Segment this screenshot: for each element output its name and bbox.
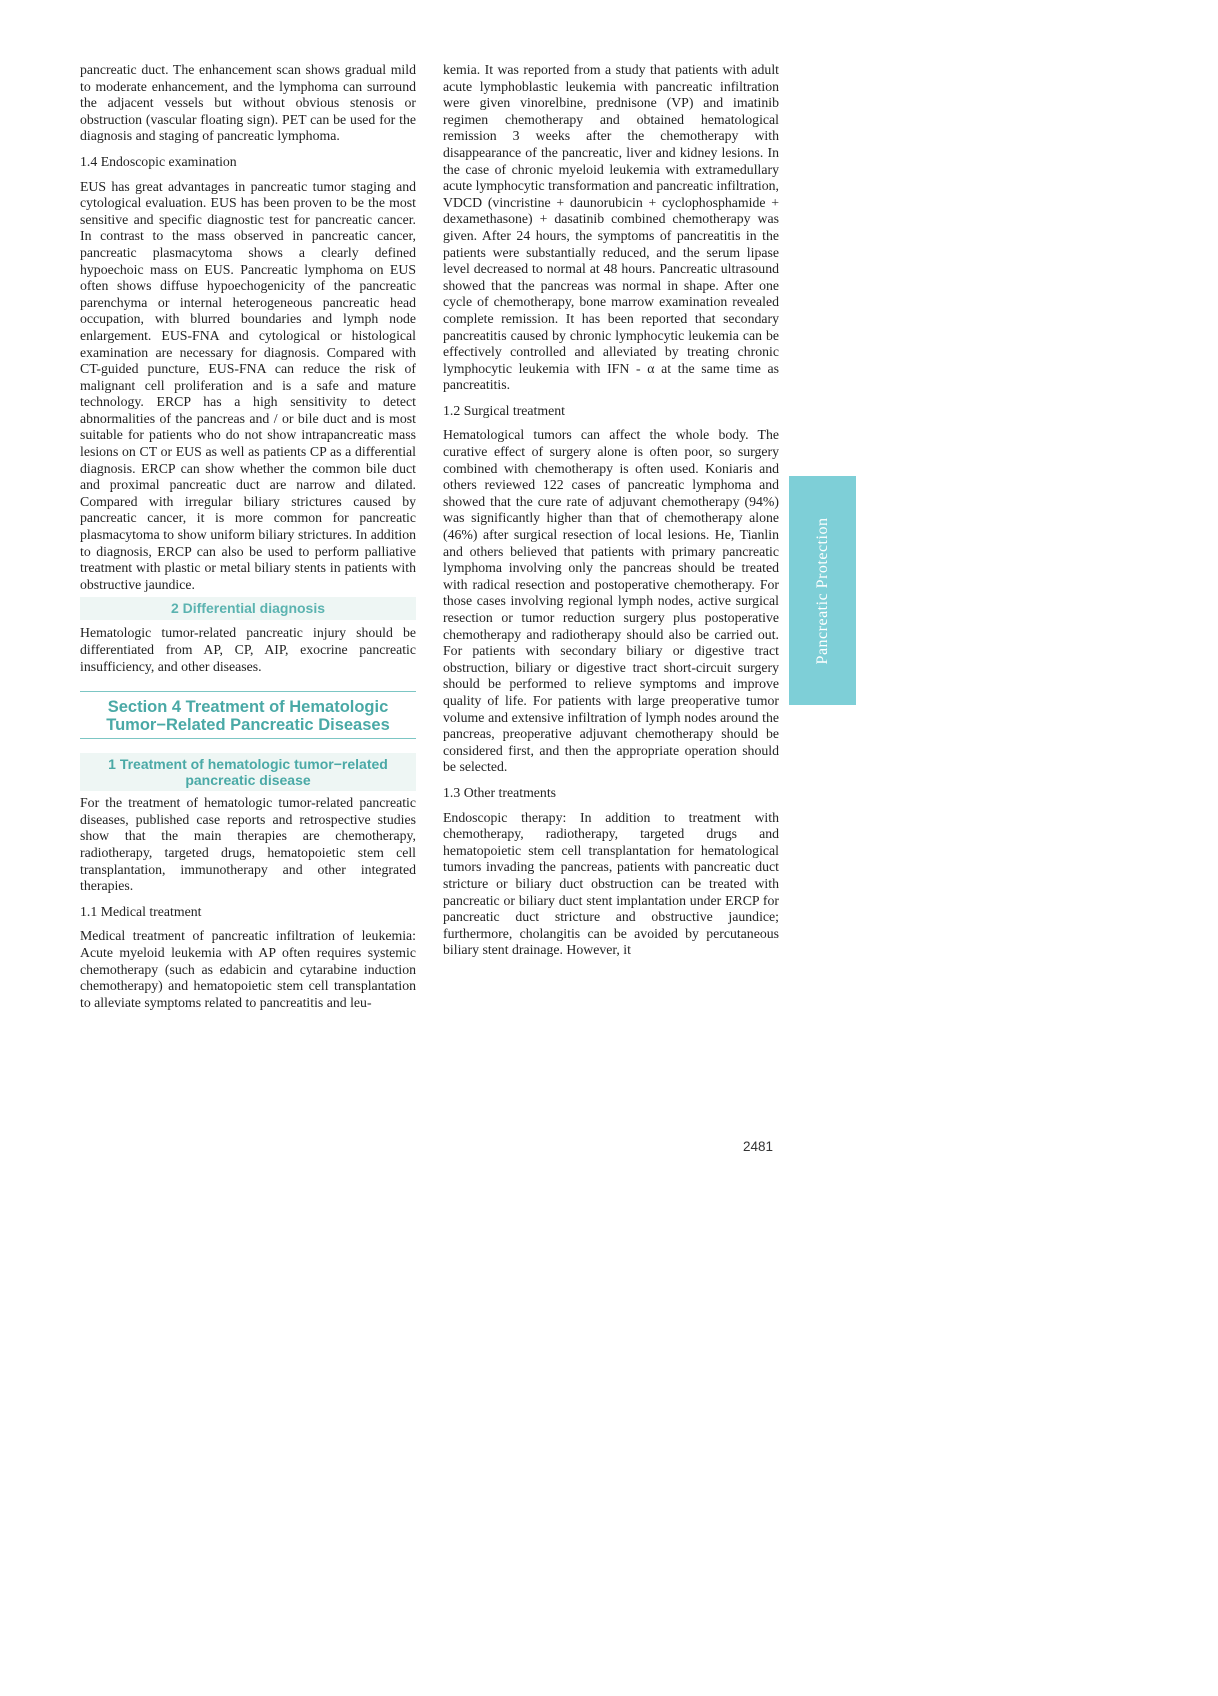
paragraph-other-treatments: Endoscopic therapy: In addition to treatment with chemotherapy, radiotherapy, targeted drugs and hematopoietic stem cell transplantation for hematological tumors invading the pancreas, patients with pancreatic duct stricture or biliary duct obstruction can be treated with pancreatic or biliary duct stent implantation under ERCP for pancreatic duct stricture and obstructive jaundice; furthermore, cholangitis can be avoided by percutaneous biliary stent drainage. However, it	[443, 809, 779, 958]
paragraph-intro: pancreatic duct. The enhancement scan shows gradual mild to moderate enhancement, and the lymphoma can surround the adjacent vessels but without obvious stenosis or obstruction (vascular floating sign). PET can be used for the diagnosis and staging of pancreatic lymphoma.	[80, 62, 416, 144]
paragraph-differential-diagnosis: Hematologic tumor-related pancreatic injury should be differentiated from AP, CP, AIP, exocrine pancreatic insufficiency, and other diseases.	[80, 625, 416, 674]
left-column	[80, 62, 416, 1011]
side-tab-pancreatic-protection	[789, 476, 856, 705]
heading-treatment: 1 Treatment of hematologic tumor−related pancreatic disease	[80, 753, 416, 791]
paragraph-treatment: For the treatment of hematologic tumor-related pancreatic diseases, published case reports and retrospective studies show that the main therapies are chemotherapy, radiotherapy, targeted drugs, hematopoietic stem cell transplantation, immunotherapy and other integrated therapies.	[80, 795, 416, 894]
section-4-title: Section 4 Treatment of Hematologic Tumor−Related Pancreatic Diseases	[80, 691, 416, 739]
side-tab-label: Pancreatic Protection	[813, 517, 831, 664]
right-column	[443, 62, 779, 959]
paragraph-endoscopic-examination: EUS has great advantages in pancreatic tumor staging and cytological evaluation. EUS has been proven to be the most sensitive and specific diagnostic test for pancreatic cancer. In contrast to the mass observed in pancreatic cancer, pancreatic plasmacytoma shows a clearly defined hypoechoic mass on EUS. Pancreatic lymphoma on EUS often shows diffuse hypoechogenicity of the pancreatic parenchyma or internal heterogeneous pancreatic head occupation, with blurred boundaries and lymph node enlargement. EUS-FNA and cytological or histological examination are necessary for diagnosis. Compared with CT-guided puncture, EUS-FNA can reduce the risk of malignant cell proliferation and is a safe and mature technology. ERCP has a high sensitivity to detect abnormalities of the pancreas and / or bile duct and is most suitable for patients who do not show intrapancreatic mass lesions on CT or EUS as well as patients CP as a differential diagnosis. ERCP can show whether the common bile duct and proximal pancreatic duct are narrow and dilated. Compared with irregular biliary strictures caused by pancreatic cancer, it is more common for pancreatic plasmacytoma to show uniform biliary strictures. In addition to diagnosis, ERCP can also be used to perform palliative treatment with plastic or metal biliary stents in patients with obstructive jaundice.	[80, 178, 416, 592]
heading-differential-diagnosis: 2 Differential diagnosis	[80, 597, 416, 620]
page-number: 2481	[743, 1139, 774, 1154]
subheading-medical-treatment: 1.1 Medical treatment	[80, 903, 202, 919]
subheading-surgical-treatment: 1.2 Surgical treatment	[443, 402, 565, 418]
paragraph-leukemia-continued: kemia. It was reported from a study that patients with adult acute lymphoblastic leukemia with pancreatic infiltration were given vinorelbine, prednisone (VP) and imatinib regimen chemotherapy and obtained hematological remission 3 weeks after the chemotherapy with disappearance of the pancreatic, liver and kidney lesions. In the case of chronic myeloid leukemia with extramedullary acute lymphocytic transformation and pancreatic infiltration, VDCD (vincristine + daunorubicin + cyclophosphamide + dexamethasone) + dasatinib combined chemotherapy was given. After 24 hours, the symptoms of pancreatitis in the patients were substantially reduced, and the serum lipase level decreased to normal at 48 hours. Pancreatic ultrasound showed that the pancreas was normal in shape. After one cycle of chemotherapy, bone marrow examination revealed complete remission. It has been reported that secondary pancreatitis caused by chronic lymphocytic leukemia can be effectively controlled and alleviated by treating chronic lymphocytic leukemia with IFN - α at the same time as pancreatitis.	[443, 62, 779, 393]
paragraph-surgical-treatment: Hematological tumors can affect the whole body. The curative effect of surgery alone is often poor, so surgery combined with chemotherapy is often used. Koniaris and others reviewed 122 cases of pancreatic lymphoma and showed that the cure rate of adjuvant chemotherapy (94%) was significantly higher than that of chemotherapy alone (46%) after surgical resection of local lesions. He, Tianlin and others believed that patients with primary pancreatic lymphoma involving only the pancreas should be treated with radical resection and postoperative chemotherapy. For those cases involving regional lymph nodes, active surgical resection or tumor reduction surgery plus postoperative chemotherapy and radiotherapy should also be carried out. For patients with secondary biliary or digestive tract obstruction, biliary or digestive tract short-circuit surgery should be performed to relieve symptoms and improve quality of life. For patients with large preoperative tumor volume and extensive infiltration of lymph nodes around the pancreas, preoperative adjuvant chemotherapy should be considered first, and then the appropriate operation should be selected.	[443, 427, 779, 775]
paragraph-medical-treatment: Medical treatment of pancreatic infiltration of leukemia: Acute myeloid leukemia with AP often requires systemic chemotherapy (such as edabicin and cytarabine induction chemotherapy) and hematopoietic stem cell transplantation to alleviate symptoms related to pancreatitis and leu-	[80, 928, 416, 1010]
subheading-endoscopic-examination: 1.4 Endoscopic examination	[80, 153, 237, 169]
subheading-other-treatments: 1.3 Other treatments	[443, 784, 557, 800]
